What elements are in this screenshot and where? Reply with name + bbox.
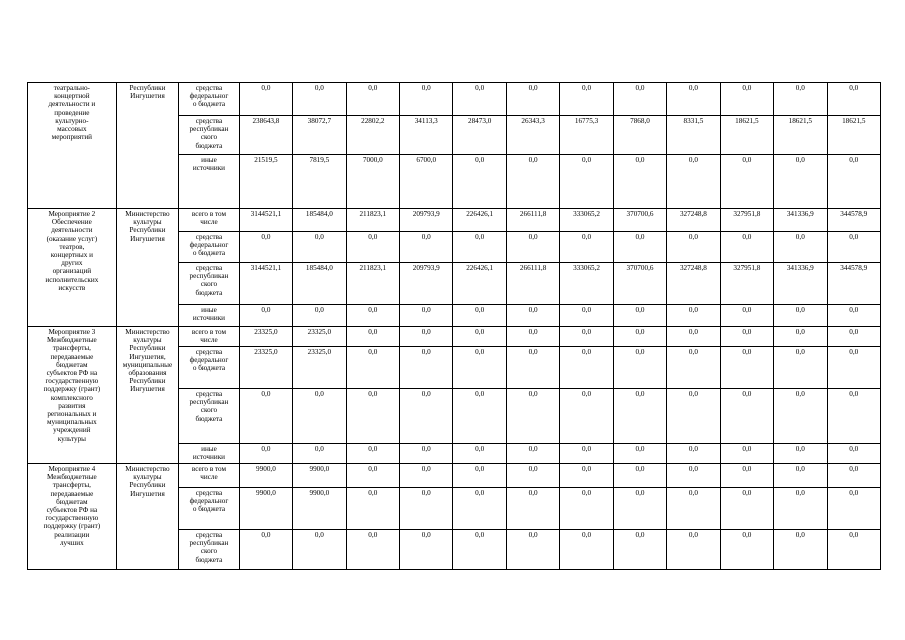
funding-source-cell: всего в том числе: [179, 327, 239, 347]
amount-cell: 327951,8: [720, 209, 773, 232]
amount-cell: 0,0: [453, 530, 506, 570]
amount-cell: 0,0: [293, 83, 346, 116]
amount-cell: 21519,5: [239, 155, 292, 209]
amount-cell: 0,0: [720, 327, 773, 347]
amount-cell: 0,0: [560, 83, 613, 116]
amount-cell: 0,0: [667, 488, 720, 530]
amount-cell: 0,0: [400, 232, 453, 263]
amount-cell: 9900,0: [239, 464, 292, 488]
table-row: [28, 464, 881, 488]
amount-cell: 0,0: [613, 327, 666, 347]
amount-cell: 8331,5: [667, 116, 720, 155]
amount-cell: 7868,0: [613, 116, 666, 155]
amount-cell: 0,0: [506, 155, 559, 209]
amount-cell: 0,0: [720, 464, 773, 488]
executor-cell: Министерство культуры Республики Ингушетия, муниципальные образования Республики Ингушетия: [116, 327, 179, 464]
amount-cell: 0,0: [453, 488, 506, 530]
amount-cell: 0,0: [400, 444, 453, 464]
amount-cell: 0,0: [560, 327, 613, 347]
funding-source-cell: средства республикан ского бюджета: [179, 389, 239, 444]
amount-cell: 0,0: [239, 389, 292, 444]
amount-cell: 0,0: [506, 347, 559, 389]
amount-cell: 0,0: [239, 305, 292, 327]
amount-cell: 16775,3: [560, 116, 613, 155]
amount-cell: 0,0: [827, 83, 880, 116]
amount-cell: 0,0: [400, 327, 453, 347]
amount-cell: 0,0: [560, 389, 613, 444]
amount-cell: 209793,9: [400, 263, 453, 305]
amount-cell: 0,0: [667, 347, 720, 389]
amount-cell: 327248,8: [667, 263, 720, 305]
amount-cell: 0,0: [560, 444, 613, 464]
amount-cell: 0,0: [613, 389, 666, 444]
budget-table: [27, 82, 881, 570]
executor-cell: Министерство культуры Республики Ингушетия: [116, 464, 179, 570]
amount-cell: 0,0: [506, 488, 559, 530]
amount-cell: 0,0: [400, 305, 453, 327]
amount-cell: 0,0: [613, 232, 666, 263]
amount-cell: 23325,0: [293, 327, 346, 347]
amount-cell: 26343,3: [506, 116, 559, 155]
amount-cell: 9900,0: [239, 488, 292, 530]
amount-cell: 266111,8: [506, 263, 559, 305]
amount-cell: 0,0: [346, 83, 399, 116]
amount-cell: 0,0: [560, 305, 613, 327]
amount-cell: 0,0: [346, 347, 399, 389]
amount-cell: 0,0: [720, 83, 773, 116]
amount-cell: 0,0: [346, 389, 399, 444]
amount-cell: 370700,6: [613, 209, 666, 232]
amount-cell: 0,0: [293, 530, 346, 570]
amount-cell: 22802,2: [346, 116, 399, 155]
funding-source-cell: средства республикан ского бюджета: [179, 263, 239, 305]
amount-cell: 0,0: [239, 530, 292, 570]
table-row: [28, 83, 881, 116]
amount-cell: 0,0: [400, 488, 453, 530]
funding-source-cell: средства федеральног о бюджета: [179, 488, 239, 530]
amount-cell: 0,0: [560, 530, 613, 570]
amount-cell: 0,0: [613, 464, 666, 488]
amount-cell: 0,0: [506, 389, 559, 444]
amount-cell: 0,0: [453, 327, 506, 347]
amount-cell: 370700,6: [613, 263, 666, 305]
amount-cell: 344578,9: [827, 209, 880, 232]
funding-source-cell: всего в том числе: [179, 464, 239, 488]
funding-source-cell: средства федеральног о бюджета: [179, 347, 239, 389]
amount-cell: 0,0: [774, 530, 827, 570]
amount-cell: 0,0: [774, 347, 827, 389]
amount-cell: 0,0: [827, 155, 880, 209]
amount-cell: 0,0: [720, 232, 773, 263]
amount-cell: 0,0: [667, 327, 720, 347]
amount-cell: 0,0: [346, 327, 399, 347]
amount-cell: 0,0: [560, 488, 613, 530]
amount-cell: 327248,8: [667, 209, 720, 232]
amount-cell: 6700,0: [400, 155, 453, 209]
amount-cell: 38072,7: [293, 116, 346, 155]
amount-cell: 0,0: [774, 464, 827, 488]
amount-cell: 0,0: [774, 305, 827, 327]
amount-cell: 0,0: [667, 232, 720, 263]
amount-cell: 266111,8: [506, 209, 559, 232]
amount-cell: 0,0: [506, 327, 559, 347]
amount-cell: 0,0: [827, 444, 880, 464]
amount-cell: 185484,0: [293, 209, 346, 232]
amount-cell: 185484,0: [293, 263, 346, 305]
funding-source-cell: иные источники: [179, 155, 239, 209]
amount-cell: 226426,1: [453, 263, 506, 305]
amount-cell: 0,0: [453, 464, 506, 488]
amount-cell: 0,0: [720, 347, 773, 389]
amount-cell: 23325,0: [239, 327, 292, 347]
amount-cell: 0,0: [827, 232, 880, 263]
amount-cell: 0,0: [453, 444, 506, 464]
amount-cell: 341336,9: [774, 263, 827, 305]
amount-cell: 0,0: [239, 444, 292, 464]
amount-cell: 0,0: [774, 327, 827, 347]
amount-cell: 0,0: [720, 488, 773, 530]
amount-cell: 0,0: [774, 232, 827, 263]
amount-cell: 0,0: [506, 464, 559, 488]
amount-cell: 0,0: [560, 155, 613, 209]
amount-cell: 0,0: [827, 530, 880, 570]
amount-cell: 0,0: [346, 444, 399, 464]
amount-cell: 0,0: [613, 347, 666, 389]
amount-cell: 209793,9: [400, 209, 453, 232]
amount-cell: 9900,0: [293, 488, 346, 530]
amount-cell: 0,0: [613, 488, 666, 530]
table-row: [28, 327, 881, 347]
amount-cell: 0,0: [560, 347, 613, 389]
activity-name-cell: Мероприятие 3 Межбюджетные трансферты, передаваемые бюджетам субъектов РФ на государственную поддержку (грант) комплексного развития региональных и муниципальных учреждений культуры: [28, 327, 117, 464]
amount-cell: 34113,3: [400, 116, 453, 155]
amount-cell: 0,0: [667, 530, 720, 570]
amount-cell: 23325,0: [293, 347, 346, 389]
activity-name-cell: театрально- концертной деятельности и проведение культурно- массовых мероприятий: [28, 83, 117, 209]
amount-cell: 0,0: [453, 347, 506, 389]
amount-cell: 9900,0: [293, 464, 346, 488]
funding-source-cell: иные источники: [179, 305, 239, 327]
amount-cell: 0,0: [827, 488, 880, 530]
amount-cell: 0,0: [667, 155, 720, 209]
amount-cell: 0,0: [453, 155, 506, 209]
amount-cell: 0,0: [720, 530, 773, 570]
amount-cell: 3144521,1: [239, 209, 292, 232]
amount-cell: 0,0: [346, 488, 399, 530]
amount-cell: 0,0: [613, 305, 666, 327]
amount-cell: 0,0: [346, 305, 399, 327]
amount-cell: 0,0: [667, 83, 720, 116]
amount-cell: 23325,0: [239, 347, 292, 389]
amount-cell: 333065,2: [560, 263, 613, 305]
amount-cell: 226426,1: [453, 209, 506, 232]
amount-cell: 0,0: [720, 305, 773, 327]
amount-cell: 0,0: [293, 389, 346, 444]
amount-cell: 0,0: [774, 155, 827, 209]
amount-cell: 0,0: [346, 464, 399, 488]
amount-cell: 211823,1: [346, 209, 399, 232]
amount-cell: 0,0: [400, 83, 453, 116]
amount-cell: 0,0: [774, 389, 827, 444]
amount-cell: 341336,9: [774, 209, 827, 232]
executor-cell: Министерство культуры Республики Ингушетия: [116, 209, 179, 327]
amount-cell: 0,0: [346, 232, 399, 263]
funding-source-cell: иные источники: [179, 444, 239, 464]
executor-cell: Республики Ингушетия: [116, 83, 179, 209]
amount-cell: 0,0: [827, 305, 880, 327]
amount-cell: 7819,5: [293, 155, 346, 209]
amount-cell: 18621,5: [720, 116, 773, 155]
amount-cell: 0,0: [827, 389, 880, 444]
amount-cell: 3144521,1: [239, 263, 292, 305]
amount-cell: 0,0: [720, 155, 773, 209]
amount-cell: 0,0: [613, 155, 666, 209]
amount-cell: 0,0: [239, 83, 292, 116]
amount-cell: 0,0: [400, 530, 453, 570]
amount-cell: 18621,5: [827, 116, 880, 155]
amount-cell: 0,0: [613, 530, 666, 570]
amount-cell: 0,0: [827, 464, 880, 488]
funding-source-cell: всего в том числе: [179, 209, 239, 232]
amount-cell: 0,0: [613, 83, 666, 116]
amount-cell: 0,0: [453, 83, 506, 116]
amount-cell: 0,0: [774, 444, 827, 464]
amount-cell: 0,0: [774, 83, 827, 116]
funding-source-cell: средства республикан ского бюджета: [179, 530, 239, 570]
amount-cell: 211823,1: [346, 263, 399, 305]
amount-cell: 0,0: [239, 232, 292, 263]
amount-cell: 0,0: [560, 232, 613, 263]
amount-cell: 0,0: [613, 444, 666, 464]
amount-cell: 0,0: [453, 305, 506, 327]
table-row: [28, 209, 881, 232]
amount-cell: 0,0: [720, 389, 773, 444]
amount-cell: 0,0: [293, 232, 346, 263]
amount-cell: 0,0: [506, 232, 559, 263]
amount-cell: 327951,8: [720, 263, 773, 305]
amount-cell: 0,0: [720, 444, 773, 464]
amount-cell: 28473,0: [453, 116, 506, 155]
amount-cell: 0,0: [346, 530, 399, 570]
amount-cell: 7000,0: [346, 155, 399, 209]
amount-cell: 0,0: [400, 347, 453, 389]
activity-name-cell: Мероприятие 2 Обеспечение деятельности (оказание услуг) театров, концертных и других организаций исполнительских искусств: [28, 209, 117, 327]
amount-cell: 0,0: [667, 464, 720, 488]
amount-cell: 0,0: [293, 444, 346, 464]
amount-cell: 0,0: [453, 232, 506, 263]
amount-cell: 0,0: [667, 305, 720, 327]
amount-cell: 0,0: [506, 83, 559, 116]
amount-cell: 238643,8: [239, 116, 292, 155]
amount-cell: 0,0: [453, 389, 506, 444]
amount-cell: 344578,9: [827, 263, 880, 305]
amount-cell: 0,0: [667, 444, 720, 464]
amount-cell: 0,0: [827, 327, 880, 347]
amount-cell: 0,0: [506, 305, 559, 327]
activity-name-cell: Мероприятие 4 Межбюджетные трансферты, передаваемые бюджетам субъектов РФ на государственную поддержку (грант) реализации лучших: [28, 464, 117, 570]
amount-cell: 0,0: [560, 464, 613, 488]
amount-cell: 0,0: [774, 488, 827, 530]
funding-source-cell: средства федеральног о бюджета: [179, 232, 239, 263]
amount-cell: 0,0: [400, 389, 453, 444]
amount-cell: 0,0: [667, 389, 720, 444]
amount-cell: 0,0: [506, 530, 559, 570]
amount-cell: 0,0: [293, 305, 346, 327]
amount-cell: 333065,2: [560, 209, 613, 232]
amount-cell: 0,0: [506, 444, 559, 464]
amount-cell: 0,0: [827, 347, 880, 389]
funding-source-cell: средства федеральног о бюджета: [179, 83, 239, 116]
funding-source-cell: средства республикан ского бюджета: [179, 116, 239, 155]
amount-cell: 18621,5: [774, 116, 827, 155]
amount-cell: 0,0: [400, 464, 453, 488]
